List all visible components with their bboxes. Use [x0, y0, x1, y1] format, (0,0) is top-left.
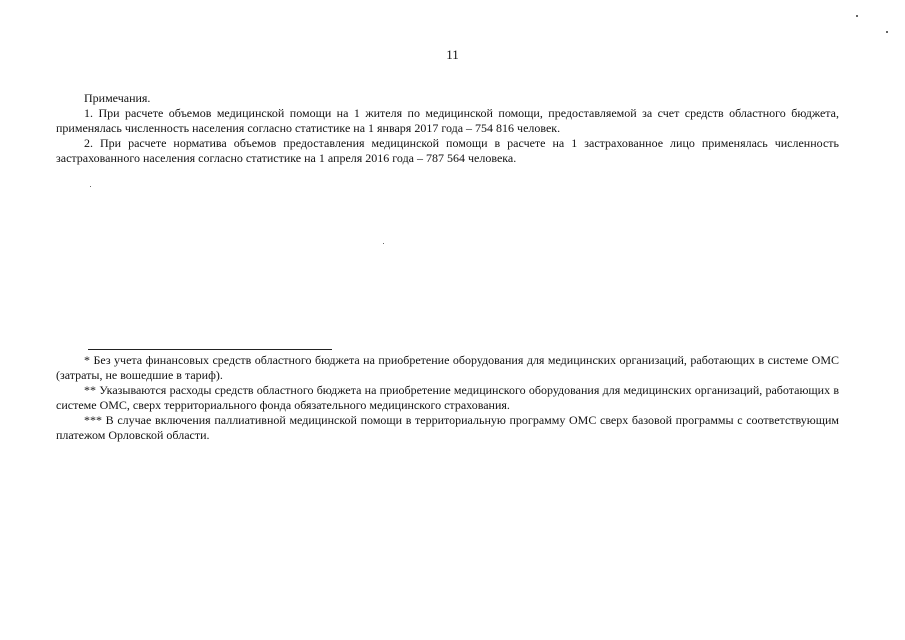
page-number: 11: [446, 47, 459, 62]
footnote-3: *** В случае включения паллиативной медицинской помощи в территориальную программу ОМС сверх базовой программы с соответствующим платежом Орловской области.: [56, 413, 839, 442]
scan-speck: [856, 15, 858, 17]
footnote-2: ** Указываются расходы средств областного бюджета на приобретение медицинского оборудования для медицинских организаций, работающих в системе ОМС, сверх территориального фонда обязательного медицинского страхования.: [56, 383, 839, 412]
footnotes-section: [56, 353, 839, 443]
footnote-separator: [88, 349, 332, 350]
note-item-2: 2. При расчете норматива объемов предоставления медицинской помощи в расчете на 1 застрахованное лицо применялась численность застрахованного населения согласно статистике на 1 апреля 2016 года – 787 564 человека.: [56, 136, 839, 165]
notes-section: [56, 91, 839, 166]
notes-heading: Примечания.: [84, 91, 151, 105]
scan-speck: [886, 31, 888, 33]
scan-speck: [90, 186, 91, 187]
footnote-1: * Без учета финансовых средств областного бюджета на приобретение оборудования для медицинских организаций, работающих в системе ОМС (затраты, не вошедшие в тариф).: [56, 353, 839, 382]
note-item-1: 1. При расчете объемов медицинской помощи на 1 жителя по медицинской помощи, предоставляемой за счет средств областного бюджета, применялась численность населения согласно статистике на 1 января 2017 года – 754 816 человек.: [56, 106, 839, 135]
scan-speck: [383, 243, 384, 244]
